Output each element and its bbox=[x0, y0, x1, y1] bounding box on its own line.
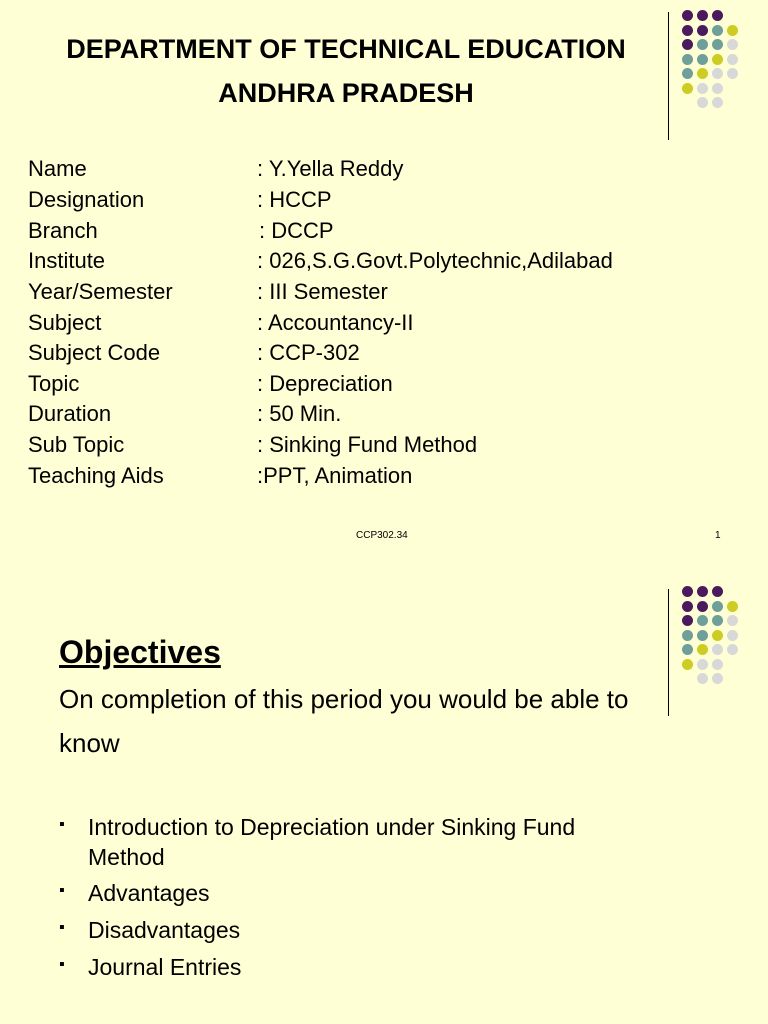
title-line-2: ANDHRA PRADESH bbox=[218, 78, 474, 108]
decorative-dot bbox=[697, 39, 708, 50]
info-value: : CCP-302 bbox=[257, 340, 360, 365]
info-value: :PPT, Animation bbox=[257, 463, 413, 488]
info-value: : 50 Min. bbox=[257, 401, 342, 426]
info-value: : Accountancy-II bbox=[257, 310, 414, 335]
decorative-dot bbox=[697, 25, 708, 36]
footer-code: CCP302.34 bbox=[356, 530, 408, 541]
vertical-divider bbox=[668, 12, 669, 140]
decorative-dot bbox=[697, 615, 708, 626]
decorative-dot bbox=[697, 659, 708, 670]
decorative-dot bbox=[682, 601, 693, 612]
decorative-dot bbox=[697, 10, 708, 21]
info-label: Subject Code bbox=[28, 340, 161, 365]
info-value: : Depreciation bbox=[257, 371, 393, 396]
info-value: : Y.Yella Reddy bbox=[257, 156, 404, 181]
info-value: : DCCP bbox=[259, 218, 334, 243]
info-label: Designation bbox=[28, 187, 145, 212]
decorative-dot bbox=[712, 615, 723, 626]
decorative-dot bbox=[682, 630, 693, 641]
decorative-dot-grid bbox=[682, 10, 762, 130]
decorative-dot bbox=[727, 630, 738, 641]
info-value: : 026,S.G.Govt.Polytechnic,Adilabad bbox=[257, 248, 613, 273]
info-label: Name bbox=[28, 156, 87, 181]
decorative-dot bbox=[697, 644, 708, 655]
info-label: Institute bbox=[28, 248, 106, 273]
decorative-dot bbox=[727, 39, 738, 50]
info-label: Year/Semester bbox=[28, 279, 173, 304]
decorative-dot bbox=[682, 586, 693, 597]
decorative-dot bbox=[712, 644, 723, 655]
decorative-dot bbox=[727, 615, 738, 626]
bullet-text: Introduction to Depreciation under Sinking Fund Method bbox=[88, 814, 576, 870]
info-label: Subject bbox=[28, 310, 102, 335]
decorative-dot bbox=[682, 644, 693, 655]
decorative-dot bbox=[697, 673, 708, 684]
bullet-text: Advantages bbox=[88, 880, 210, 906]
decorative-dot bbox=[682, 659, 693, 670]
decorative-dot bbox=[697, 586, 708, 597]
vertical-divider bbox=[668, 589, 669, 716]
slide-2 bbox=[0, 560, 768, 1024]
decorative-dot bbox=[712, 25, 723, 36]
decorative-dot bbox=[682, 615, 693, 626]
bullet-marker: ▪ bbox=[59, 882, 65, 899]
bullet-marker: ▪ bbox=[59, 919, 65, 936]
title-line-1: DEPARTMENT OF TECHNICAL EDUCATION bbox=[66, 34, 626, 64]
decorative-dot-grid bbox=[682, 586, 762, 706]
decorative-dot bbox=[712, 659, 723, 670]
info-value: : III Semester bbox=[257, 279, 388, 304]
decorative-dot bbox=[727, 644, 738, 655]
info-label: Sub Topic bbox=[28, 432, 125, 457]
decorative-dot bbox=[727, 54, 738, 65]
info-label: Duration bbox=[28, 401, 112, 426]
decorative-dot bbox=[712, 54, 723, 65]
decorative-dot bbox=[682, 10, 693, 21]
bullet-marker: ▪ bbox=[59, 956, 65, 973]
decorative-dot bbox=[697, 97, 708, 108]
decorative-dot bbox=[712, 601, 723, 612]
decorative-dot bbox=[697, 630, 708, 641]
bullet-text: Journal Entries bbox=[88, 954, 242, 980]
objectives-intro: On completion of this period you would be able to know bbox=[59, 684, 629, 758]
info-label: Branch bbox=[28, 218, 98, 243]
decorative-dot bbox=[727, 25, 738, 36]
decorative-dot bbox=[697, 68, 708, 79]
objectives-title: Objectives bbox=[59, 634, 221, 670]
info-value: : Sinking Fund Method bbox=[257, 432, 478, 457]
decorative-dot bbox=[697, 601, 708, 612]
decorative-dot bbox=[712, 97, 723, 108]
bullet-text: Disadvantages bbox=[88, 917, 241, 943]
page-number: 1 bbox=[715, 530, 721, 541]
info-label: Teaching Aids bbox=[28, 463, 164, 488]
decorative-dot bbox=[697, 54, 708, 65]
info-label: Topic bbox=[28, 371, 80, 396]
decorative-dot bbox=[712, 68, 723, 79]
decorative-dot bbox=[727, 68, 738, 79]
decorative-dot bbox=[712, 630, 723, 641]
decorative-dot bbox=[712, 673, 723, 684]
info-value: : HCCP bbox=[257, 187, 332, 212]
decorative-dot bbox=[727, 601, 738, 612]
bullet-marker: ▪ bbox=[59, 816, 65, 833]
decorative-dot bbox=[712, 10, 723, 21]
decorative-dot bbox=[712, 83, 723, 94]
decorative-dot bbox=[697, 83, 708, 94]
decorative-dot bbox=[712, 39, 723, 50]
decorative-dot bbox=[712, 586, 723, 597]
